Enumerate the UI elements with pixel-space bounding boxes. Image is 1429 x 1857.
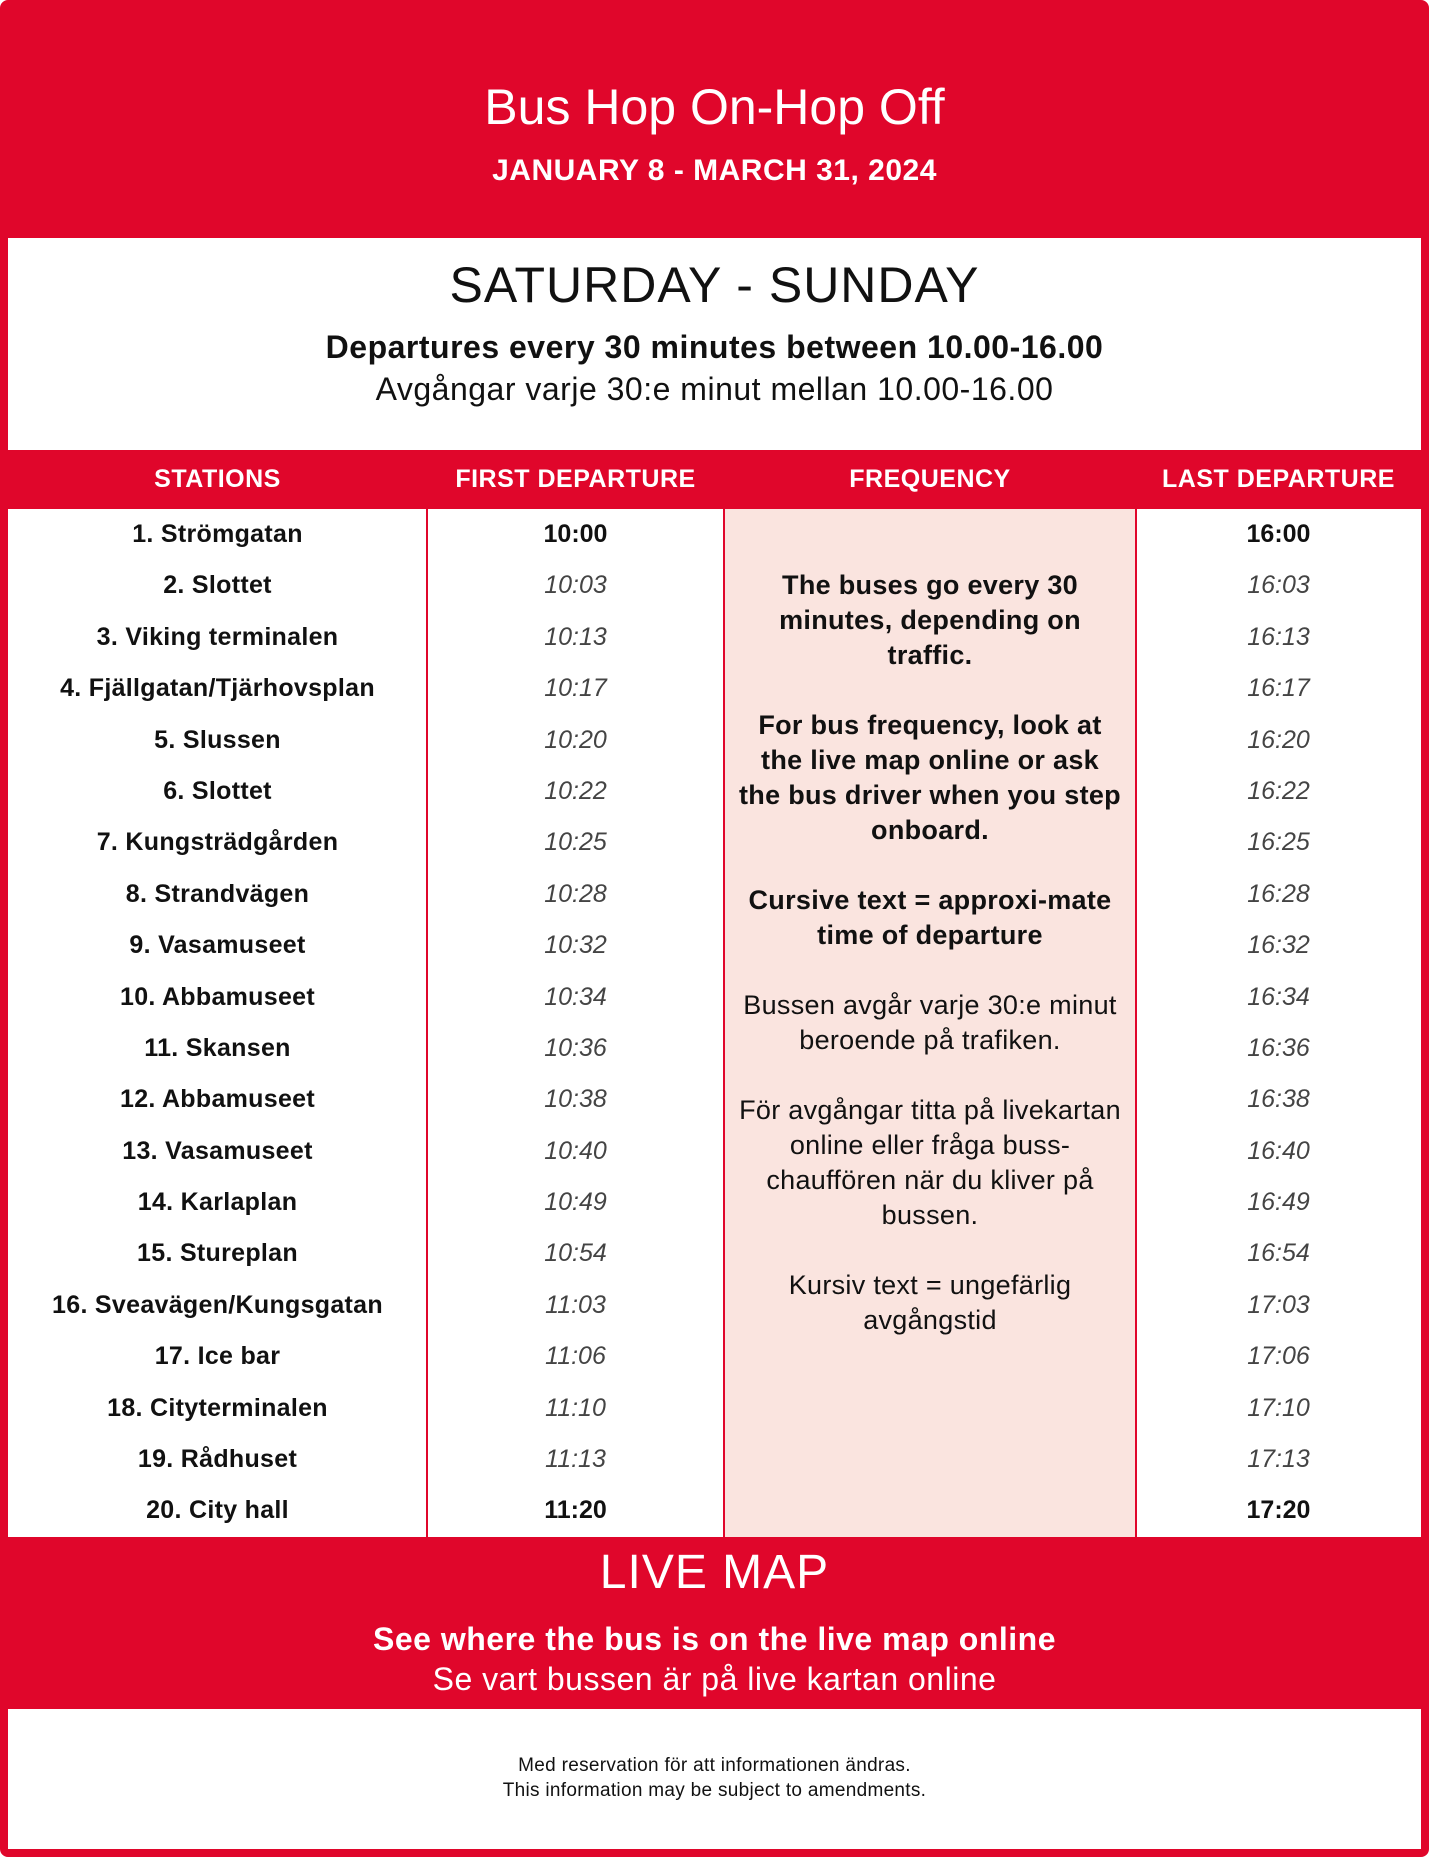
frequency-paragraph: Bussen avgår varje 30:e minut beroende på trafiken. [743,990,1117,1055]
last-departure-time: 16:13 [1247,622,1310,651]
table-row [8,1434,1421,1485]
live-map-section [8,1537,1421,1709]
table-row [8,920,1421,971]
station-name: 2. Slottet [163,571,272,600]
station-name: 12. Abbamuseet [119,1085,315,1114]
first-departure-time: 10:13 [544,622,607,651]
table-row [8,1485,1421,1536]
footer-disclaimer [8,1753,1421,1803]
table-row [8,715,1421,766]
last-departure-time: 16:03 [1247,571,1310,600]
last-departure-time: 17:20 [1246,1496,1311,1525]
station-name: 1. Strömgatan [132,520,303,548]
table-row [8,1383,1421,1434]
station-name: 5. Slussen [154,725,281,754]
header-last-departure: LAST DEPARTURE [1162,465,1395,493]
station-name: 17. Ice bar [154,1342,281,1371]
table-row [8,1331,1421,1382]
table-row [8,1126,1421,1177]
first-departure-time: 11:06 [545,1342,606,1371]
table-row [8,1177,1421,1228]
station-name: 10. Abbamuseet [119,982,315,1011]
last-departure-time: 16:36 [1247,1033,1310,1062]
first-departure-time: 10:34 [544,982,607,1011]
station-name: 4. Fjällgatan/Tjärhovsplan [60,674,375,703]
last-departure-time: 16:49 [1247,1188,1310,1217]
frequency-paragraph: For bus frequency, look at the live map online or ask the bus driver when you step onboard. [739,710,1121,845]
table-row [8,560,1421,611]
table-row [8,663,1421,714]
header-stations: STATIONS [154,465,281,493]
last-departure-time: 16:22 [1247,776,1310,805]
first-departure-time: 10:32 [544,931,607,960]
last-departure-time: 17:13 [1247,1445,1310,1474]
first-departure-time: 10:20 [544,725,607,754]
station-name: 8. Strandvägen [125,879,310,908]
table-row [8,766,1421,817]
last-departure-time: 16:40 [1247,1136,1310,1165]
station-name: 6. Slottet [163,776,272,805]
first-departure-time: 10:28 [544,879,607,908]
table-row [8,869,1421,920]
first-departure-time: 10:40 [544,1136,607,1165]
first-departure-time: 11:13 [545,1445,606,1474]
header-first-departure: FIRST DEPARTURE [455,465,696,493]
station-name: 13. Vasamuseet [122,1136,313,1165]
page-title: Bus Hop On-Hop Off [484,79,945,135]
header [8,8,1421,238]
station-rows [8,509,1421,1537]
table-body [8,509,1421,1537]
days-heading: SATURDAY - SUNDAY [449,257,980,313]
table-header [8,450,1421,509]
last-departure-time: 16:54 [1247,1239,1310,1268]
first-departure-time: 10:25 [544,828,607,857]
station-name: 11. Skansen [144,1033,291,1062]
table-row [8,1280,1421,1331]
station-name: 20. City hall [146,1496,289,1525]
station-name: 16. Sveavägen/Kungsgatan [52,1290,383,1319]
last-departure-time: 16:17 [1247,674,1310,703]
live-map-english: See where the bus is on the live map online [373,1621,1056,1657]
last-departure-time: 16:00 [1246,520,1311,548]
first-departure-time: 10:36 [544,1033,607,1062]
first-departure-time: 10:03 [544,571,607,600]
first-departure-time: 10:38 [544,1085,607,1114]
station-name: 18. Cityterminalen [107,1393,328,1422]
last-departure-time: 16:38 [1247,1085,1310,1114]
last-departure-time: 16:32 [1247,931,1310,960]
last-departure-time: 16:20 [1247,725,1310,754]
table-row [8,1074,1421,1125]
table-row [8,817,1421,868]
first-departure-time: 11:10 [545,1393,606,1422]
last-departure-time: 17:10 [1247,1393,1310,1422]
live-map-swedish: Se vart bussen är på live kartan online [432,1661,997,1697]
disclaimer-english: This information may be subject to amendments. [502,1780,927,1801]
station-name: 9. Vasamuseet [129,931,306,960]
frequency-paragraph: Kursiv text = ungefärlig avgångstid [788,1270,1072,1335]
first-departure-time: 10:49 [544,1188,607,1217]
table-row [8,972,1421,1023]
date-range: JANUARY 8 - MARCH 31, 2024 [492,154,937,187]
table-row [8,509,1421,560]
first-departure-time: 11:03 [545,1290,606,1319]
station-name: 15. Stureplan [137,1239,298,1268]
table-row [8,1023,1421,1074]
disclaimer-swedish: Med reservation för att informationen ändras. [518,1755,911,1776]
last-departure-time: 16:34 [1247,982,1310,1011]
departures-english: Departures every 30 minutes between 10.00-16.00 [325,329,1104,365]
station-name: 3. Viking terminalen [96,622,339,651]
last-departure-time: 17:03 [1247,1290,1310,1319]
header-frequency: FREQUENCY [849,465,1011,493]
frequency-paragraph: Cursive text = approxi-mate time of departure [748,885,1112,950]
last-departure-time: 16:25 [1247,828,1310,857]
last-departure-time: 16:28 [1247,879,1310,908]
station-name: 19. Rådhuset [137,1445,298,1474]
departures-swedish: Avgångar varje 30:e minut mellan 10.00-16.00 [375,371,1054,407]
first-departure-time: 10:17 [544,674,607,703]
live-map-title: LIVE MAP [599,1546,830,1599]
table-row [8,1228,1421,1279]
first-departure-time: 10:54 [544,1239,607,1268]
first-departure-time: 10:22 [544,776,607,805]
frequency-paragraph: The buses go every 30 minutes, depending on traffic. [779,570,1081,670]
last-departure-time: 17:06 [1247,1342,1310,1371]
first-departure-time: 11:20 [544,1496,607,1525]
station-name: 14. Karlaplan [137,1188,298,1217]
station-name: 7. Kungsträdgården [96,828,339,857]
schedule-summary [8,238,1421,450]
first-departure-time: 10:00 [543,520,608,548]
frequency-info [738,568,1122,1373]
table-row [8,612,1421,663]
frequency-paragraph: För avgångar titta på livekartan online eller fråga buss-chauffören när du kliver på bussen. [739,1095,1121,1230]
